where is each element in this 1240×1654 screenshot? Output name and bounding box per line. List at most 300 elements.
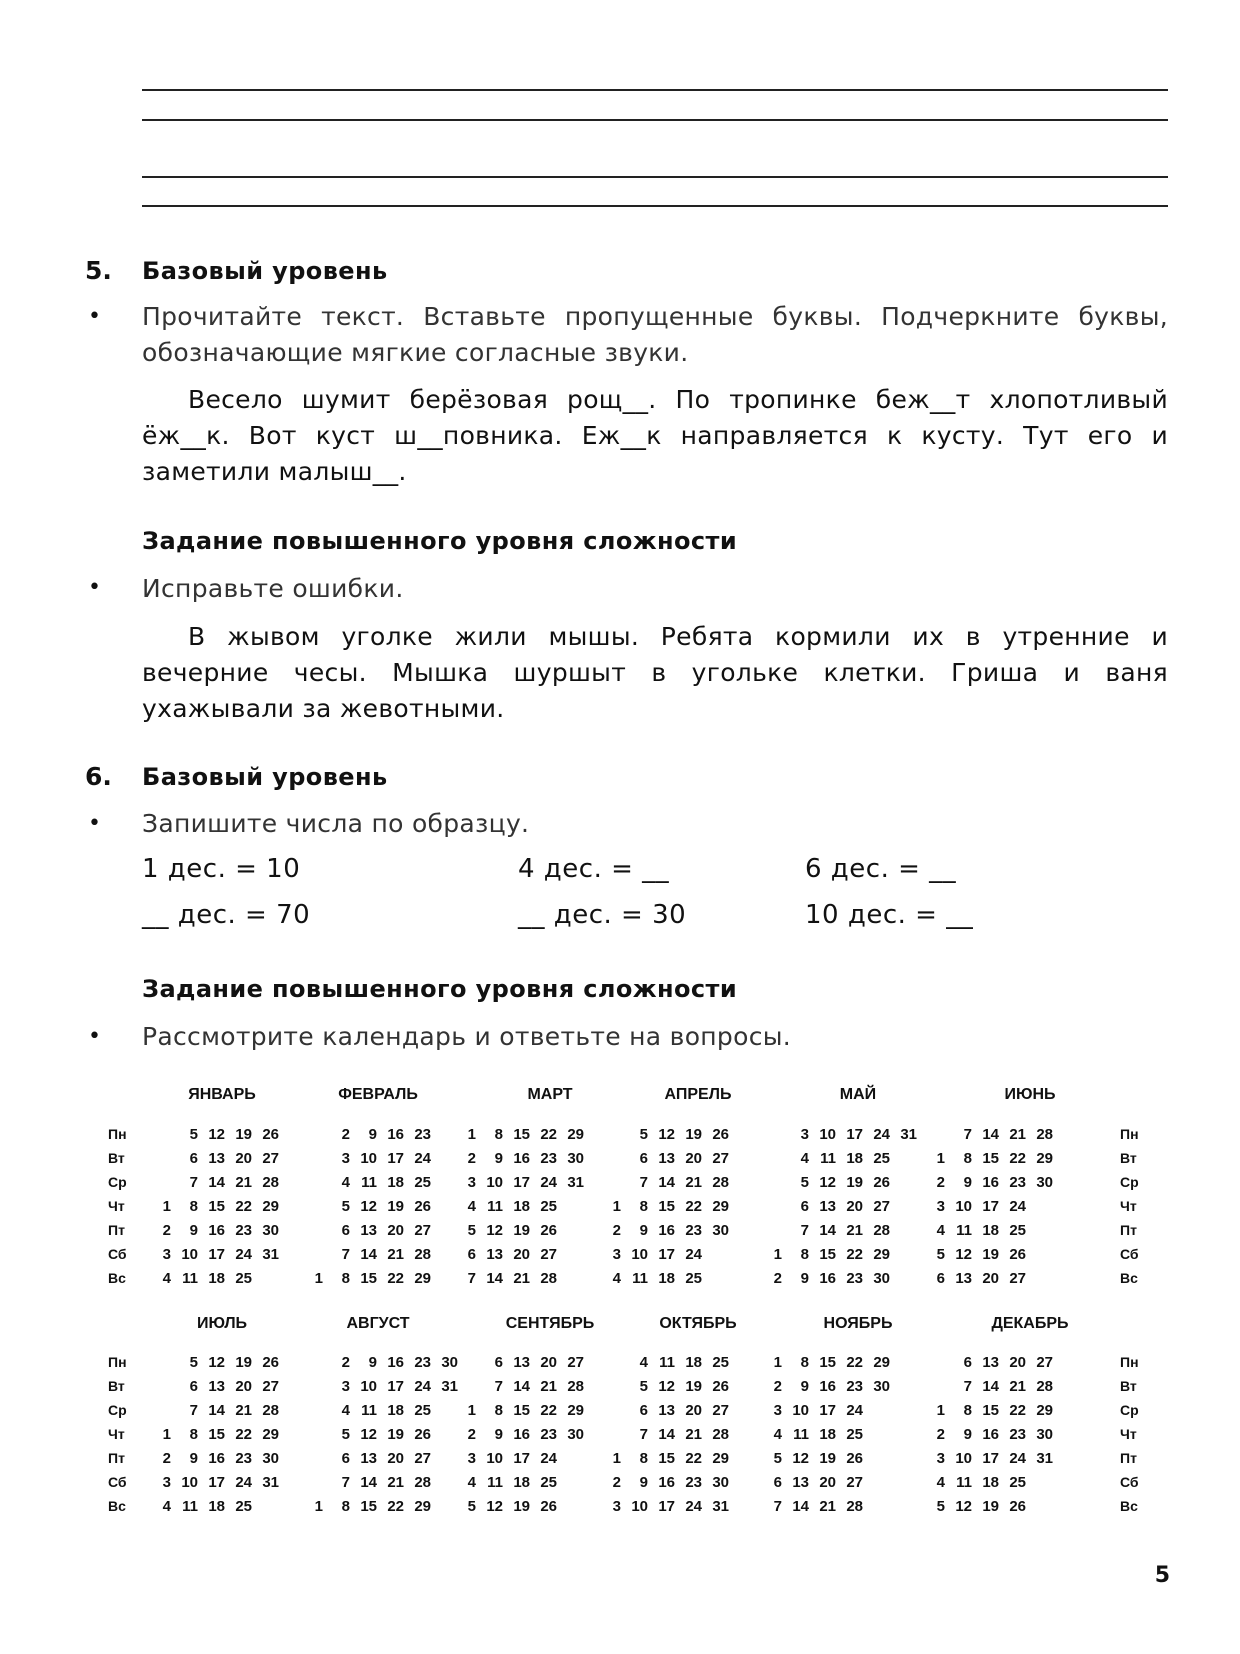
calendar-day: 27 (262, 1150, 279, 1167)
calendar-day: 15 (982, 1150, 999, 1167)
calendar-day: 24 (235, 1474, 252, 1491)
calendar-day: 13 (360, 1222, 377, 1239)
calendar-day: 9 (368, 1354, 377, 1371)
calendar-day: 29 (414, 1498, 431, 1515)
calendar-day: 19 (387, 1426, 404, 1443)
calendar-day: 1 (467, 1126, 476, 1143)
calendar-day: 13 (208, 1378, 225, 1395)
calendar-day: 7 (189, 1402, 198, 1419)
weekday-label: Сб (108, 1474, 127, 1490)
calendar-day: 18 (846, 1150, 863, 1167)
calendar-day: 8 (963, 1150, 972, 1167)
bullet: • (88, 1024, 101, 1049)
calendar-day: 11 (659, 1354, 675, 1371)
task-instruction: Прочитайте текст. Вставьте пропущенные буквы. Подчеркните буквы, обозначающие мягкие согласные звуки. (142, 302, 1168, 367)
calendar-day: 28 (1036, 1126, 1053, 1143)
calendar-day: 31 (712, 1498, 729, 1515)
calendar-day: 9 (639, 1222, 648, 1239)
calendar-day: 24 (685, 1498, 702, 1515)
calendar-day: 28 (1036, 1378, 1053, 1395)
calendar-day: 1 (612, 1198, 621, 1215)
calendar-day: 20 (1009, 1354, 1026, 1371)
calendar-day: 30 (1036, 1426, 1053, 1443)
calendar-day: 29 (712, 1198, 729, 1215)
calendar-day: 10 (360, 1150, 377, 1167)
calendar-day: 27 (873, 1198, 890, 1215)
calendar-day: 19 (513, 1222, 530, 1239)
weekday-label: Ср (1120, 1402, 1139, 1418)
calendar-day: 26 (1009, 1498, 1026, 1515)
calendar-day: 26 (414, 1426, 431, 1443)
calendar-day: 30 (441, 1354, 458, 1371)
calendar-day: 16 (982, 1174, 999, 1191)
calendar-day: 6 (341, 1222, 350, 1239)
calendar-day: 1 (773, 1246, 782, 1263)
calendar-day: 11 (956, 1474, 972, 1491)
calendar-day: 10 (955, 1198, 972, 1215)
calendar-day: 13 (360, 1450, 377, 1467)
answer-line[interactable] (142, 176, 1168, 178)
calendar-day: 17 (208, 1474, 225, 1491)
calendar-day: 31 (1036, 1450, 1053, 1467)
calendar-day: 27 (712, 1150, 729, 1167)
calendar-day: 20 (846, 1198, 863, 1215)
calendar-day: 20 (685, 1402, 702, 1419)
calendar-day: 20 (235, 1150, 252, 1167)
calendar-day: 31 (441, 1378, 458, 1395)
calendar-day: 13 (658, 1150, 675, 1167)
calendar-day: 14 (658, 1426, 675, 1443)
calendar-day: 20 (685, 1150, 702, 1167)
calendar-day: 23 (685, 1222, 702, 1239)
calendar-day: 20 (235, 1378, 252, 1395)
calendar-day: 27 (846, 1474, 863, 1491)
weekday-label: Пт (108, 1222, 125, 1238)
weekday-label: Пн (1120, 1354, 1139, 1370)
calendar-day: 18 (658, 1270, 675, 1287)
calendar-day: 28 (414, 1246, 431, 1263)
calendar-day: 15 (360, 1270, 377, 1287)
calendar-day: 10 (819, 1126, 836, 1143)
calendar-day: 16 (513, 1426, 530, 1443)
calendar-day: 11 (793, 1426, 809, 1443)
weekday-label: Вт (1120, 1150, 1137, 1166)
calendar-day: 26 (873, 1174, 890, 1191)
calendar-day: 2 (936, 1426, 945, 1443)
calendar-day: 8 (494, 1402, 503, 1419)
calendar-day: 25 (540, 1198, 557, 1215)
calendar-day: 25 (873, 1150, 890, 1167)
page-number: 5 (1154, 1563, 1170, 1588)
calendar-day: 6 (963, 1354, 972, 1371)
calendar-day: 7 (800, 1222, 809, 1239)
calendar-day: 27 (567, 1354, 584, 1371)
calendar-day: 10 (181, 1246, 198, 1263)
calendar-day: 2 (773, 1270, 782, 1287)
calendar-day: 2 (341, 1126, 350, 1143)
calendar-day: 10 (360, 1378, 377, 1395)
weekday-label: Сб (1120, 1474, 1139, 1490)
calendar-day: 28 (712, 1426, 729, 1443)
calendar-day: 12 (208, 1354, 225, 1371)
calendar-day: 26 (540, 1498, 557, 1515)
calendar-day: 8 (494, 1126, 503, 1143)
advanced-heading: Задание повышенного уровня сложности (142, 527, 738, 555)
calendar-day: 17 (819, 1402, 836, 1419)
month-name: ИЮЛЬ (196, 1315, 248, 1332)
calendar-day: 4 (162, 1498, 171, 1515)
advanced-heading: Задание повышенного уровня сложности (142, 975, 738, 1003)
calendar-day: 23 (235, 1222, 252, 1239)
calendar-day: 2 (162, 1222, 171, 1239)
month-name: ИЮНЬ (1004, 1086, 1056, 1103)
calendar-day: 18 (513, 1474, 530, 1491)
weekday-label: Чт (1120, 1426, 1137, 1442)
calendar-day: 7 (963, 1378, 972, 1395)
calendar-day: 14 (982, 1378, 999, 1395)
calendar-day: 30 (873, 1378, 890, 1395)
calendar-day: 21 (846, 1222, 863, 1239)
calendar-day: 23 (540, 1426, 557, 1443)
calendar-day: 22 (685, 1198, 702, 1215)
calendar-day: 12 (792, 1450, 809, 1467)
calendar-day: 22 (235, 1426, 252, 1443)
calendar-day: 13 (982, 1354, 999, 1371)
calendar-day: 30 (262, 1222, 279, 1239)
calendar-day: 16 (208, 1450, 225, 1467)
calendar-day: 1 (162, 1426, 171, 1443)
calendar-day: 8 (963, 1402, 972, 1419)
calendar-day: 13 (513, 1354, 530, 1371)
calendar-day: 16 (387, 1126, 404, 1143)
weekday-label: Пн (108, 1354, 127, 1370)
task-heading: Базовый уровень (142, 763, 388, 791)
month-name: АВГУСТ (346, 1315, 410, 1332)
calendar-day: 31 (262, 1474, 279, 1491)
calendar-day: 14 (982, 1126, 999, 1143)
calendar-day: 17 (387, 1150, 404, 1167)
calendar-day: 29 (262, 1426, 279, 1443)
calendar-day: 12 (955, 1498, 972, 1515)
calendar-day: 7 (773, 1498, 782, 1515)
calendar-day: 9 (494, 1426, 503, 1443)
calendar-day: 5 (936, 1498, 945, 1515)
calendar-day: 23 (846, 1378, 863, 1395)
calendar-day: 22 (540, 1126, 557, 1143)
calendar-day: 9 (189, 1450, 198, 1467)
calendar-day: 23 (846, 1270, 863, 1287)
calendar-day: 25 (685, 1270, 702, 1287)
weekday-label: Вт (108, 1378, 125, 1394)
calendar-day: 23 (235, 1450, 252, 1467)
calendar-day: 30 (712, 1474, 729, 1491)
calendar-day: 11 (487, 1198, 503, 1215)
calendar-day: 4 (341, 1174, 350, 1191)
calendar-day: 25 (235, 1498, 252, 1515)
weekday-label: Пн (1120, 1126, 1139, 1142)
calendar-day: 16 (982, 1426, 999, 1443)
calendar-day: 5 (189, 1126, 198, 1143)
calendar-day: 24 (540, 1450, 557, 1467)
calendar-day: 26 (712, 1126, 729, 1143)
calendar-day: 27 (414, 1222, 431, 1239)
calendar-day: 21 (513, 1270, 530, 1287)
exercise-text: Весело шумит берёзовая рощ__. По тропинке беж__т хлопотливый ёж__к. Вот куст ш__повника. Еж__к направляется к кусту. Тут его и заметили малыш__. (142, 385, 1168, 486)
calendar-day: 15 (208, 1426, 225, 1443)
calendar-day: 19 (685, 1126, 702, 1143)
calendar-day: 30 (567, 1426, 584, 1443)
month-name: СЕНТЯБРЬ (505, 1315, 595, 1332)
calendar-day: 24 (846, 1402, 863, 1419)
calendar-day: 21 (235, 1402, 252, 1419)
calendar-day: 7 (467, 1270, 476, 1287)
calendar-day: 5 (467, 1498, 476, 1515)
calendar-day: 27 (1009, 1270, 1026, 1287)
equation: 6 дес. = __ (805, 854, 957, 884)
calendar-day: 14 (208, 1402, 225, 1419)
calendar-day: 2 (936, 1174, 945, 1191)
calendar-day: 29 (712, 1450, 729, 1467)
calendar-day: 20 (540, 1354, 557, 1371)
calendar-day: 9 (639, 1474, 648, 1491)
month-name: ФЕВРАЛЬ (338, 1086, 418, 1103)
calendar-day: 3 (162, 1474, 171, 1491)
calendar-day: 20 (387, 1450, 404, 1467)
task-instruction: Запишите числа по образцу. (142, 809, 530, 838)
calendar-day: 16 (208, 1222, 225, 1239)
calendar-day: 16 (658, 1222, 675, 1239)
calendar-day: 26 (262, 1354, 279, 1371)
calendar-day: 14 (792, 1498, 809, 1515)
calendar-day: 27 (712, 1402, 729, 1419)
calendar-day: 21 (540, 1378, 557, 1395)
month-name: ДЕКАБРЬ (991, 1315, 1069, 1332)
task-instruction: Исправьте ошибки. (142, 574, 404, 603)
calendar-day: 15 (658, 1198, 675, 1215)
calendar-day: 14 (819, 1222, 836, 1239)
weekday-label: Ср (1120, 1174, 1139, 1190)
calendar-day: 19 (685, 1378, 702, 1395)
calendar-day: 7 (341, 1246, 350, 1263)
calendar-day: 11 (361, 1174, 377, 1191)
calendar-day: 4 (162, 1270, 171, 1287)
calendar-day: 2 (612, 1222, 621, 1239)
calendar-day: 4 (773, 1426, 782, 1443)
calendar-day: 18 (387, 1174, 404, 1191)
calendar-day: 10 (631, 1246, 648, 1263)
calendar-day: 17 (208, 1246, 225, 1263)
weekday-label: Пт (1120, 1222, 1137, 1238)
calendar-day: 4 (800, 1150, 809, 1167)
calendar-day: 17 (982, 1198, 999, 1215)
calendar-day: 29 (567, 1126, 584, 1143)
calendar-day: 9 (963, 1426, 972, 1443)
calendar-day: 11 (182, 1270, 198, 1287)
weekday-label: Вт (1120, 1378, 1137, 1394)
calendar-day: 2 (467, 1426, 476, 1443)
weekday-label: Вс (1120, 1498, 1138, 1514)
calendar-day: 7 (189, 1174, 198, 1191)
calendar-day: 10 (792, 1402, 809, 1419)
answer-line[interactable] (142, 119, 1168, 121)
calendar-day: 4 (936, 1222, 945, 1239)
equation: __ дес. = 30 (518, 900, 687, 930)
calendar-day: 23 (540, 1150, 557, 1167)
calendar-day: 21 (685, 1174, 702, 1191)
calendar-day: 17 (846, 1126, 863, 1143)
calendar-day: 13 (955, 1270, 972, 1287)
calendar-day: 22 (235, 1198, 252, 1215)
calendar-day: 18 (982, 1222, 999, 1239)
calendar-day: 5 (936, 1246, 945, 1263)
calendar-day: 18 (513, 1198, 530, 1215)
calendar-day: 6 (800, 1198, 809, 1215)
calendar-day: 11 (632, 1270, 648, 1287)
calendar-day: 24 (235, 1246, 252, 1263)
calendar-day: 2 (612, 1474, 621, 1491)
calendar-day: 23 (414, 1126, 431, 1143)
calendar-day: 2 (467, 1150, 476, 1167)
calendar-day: 5 (467, 1222, 476, 1239)
calendar-day: 22 (1009, 1150, 1026, 1167)
calendar-day: 23 (1009, 1426, 1026, 1443)
calendar-day: 3 (341, 1150, 350, 1167)
calendar-day: 26 (414, 1198, 431, 1215)
answer-line[interactable] (142, 205, 1168, 207)
calendar-day: 31 (262, 1246, 279, 1263)
calendar-day: 13 (486, 1246, 503, 1263)
calendar-day: 21 (1009, 1126, 1026, 1143)
calendar-day: 26 (262, 1126, 279, 1143)
calendar-day: 31 (567, 1174, 584, 1191)
calendar-day: 27 (262, 1378, 279, 1395)
month-name: ОКТЯБРЬ (659, 1315, 737, 1332)
calendar-day: 30 (567, 1150, 584, 1167)
calendar-day: 3 (467, 1174, 476, 1191)
calendar-day: 12 (658, 1378, 675, 1395)
task-number: 5. (85, 256, 112, 285)
calendar-day: 14 (658, 1174, 675, 1191)
calendar-day: 21 (1009, 1378, 1026, 1395)
calendar-day: 8 (189, 1426, 198, 1443)
weekday-label: Ср (108, 1174, 127, 1190)
calendar-day: 4 (467, 1474, 476, 1491)
calendar-day: 11 (820, 1150, 836, 1167)
calendar-day: 19 (982, 1498, 999, 1515)
calendar-day: 8 (800, 1354, 809, 1371)
calendar-day: 21 (819, 1498, 836, 1515)
calendar-day: 18 (982, 1474, 999, 1491)
calendar-day: 26 (1009, 1246, 1026, 1263)
calendar-day: 29 (1036, 1150, 1053, 1167)
calendar-day: 16 (658, 1474, 675, 1491)
calendar-day: 8 (800, 1246, 809, 1263)
calendar-day: 28 (712, 1174, 729, 1191)
weekday-label: Ср (108, 1402, 127, 1418)
calendar-day: 22 (685, 1450, 702, 1467)
calendar-day: 2 (773, 1378, 782, 1395)
calendar-day: 30 (873, 1270, 890, 1287)
calendar-day: 2 (341, 1354, 350, 1371)
calendar-day: 20 (819, 1474, 836, 1491)
answer-line[interactable] (142, 89, 1168, 91)
calendar-day: 9 (368, 1126, 377, 1143)
weekday-label: Вс (108, 1270, 126, 1286)
calendar-day: 14 (360, 1246, 377, 1263)
task-number: 6. (85, 762, 112, 791)
calendar-day: 21 (387, 1246, 404, 1263)
calendar-day: 12 (486, 1498, 503, 1515)
equation: 4 дес. = __ (518, 854, 670, 884)
calendar-day: 7 (341, 1474, 350, 1491)
calendar-day: 12 (486, 1222, 503, 1239)
calendar-day: 17 (513, 1174, 530, 1191)
calendar-day: 19 (846, 1174, 863, 1191)
calendar-day: 11 (956, 1222, 972, 1239)
month-name: АПРЕЛЬ (664, 1086, 732, 1103)
calendar-day: 7 (639, 1174, 648, 1191)
task-heading: Базовый уровень (142, 257, 388, 285)
calendar-day: 22 (846, 1246, 863, 1263)
calendar-day: 9 (800, 1378, 809, 1395)
calendar-day: 8 (639, 1198, 648, 1215)
calendar-day: 18 (685, 1354, 702, 1371)
calendar-day: 22 (1009, 1402, 1026, 1419)
calendar-day: 25 (414, 1402, 431, 1419)
calendar-day: 18 (819, 1426, 836, 1443)
calendar-day: 12 (955, 1246, 972, 1263)
calendar-day: 22 (540, 1402, 557, 1419)
calendar-day: 6 (189, 1150, 198, 1167)
calendar-day: 11 (182, 1498, 198, 1515)
calendar-day: 10 (955, 1450, 972, 1467)
bullet: • (88, 811, 101, 836)
calendar-day: 3 (936, 1450, 945, 1467)
weekday-label: Чт (108, 1198, 125, 1214)
calendar-day: 29 (1036, 1402, 1053, 1419)
calendar-day: 19 (235, 1126, 252, 1143)
calendar-day: 27 (414, 1450, 431, 1467)
calendar-day: 7 (639, 1426, 648, 1443)
calendar-day: 3 (936, 1198, 945, 1215)
calendar-day: 19 (982, 1246, 999, 1263)
calendar-day: 18 (208, 1498, 225, 1515)
calendar-day: 16 (819, 1270, 836, 1287)
calendar-day: 4 (936, 1474, 945, 1491)
calendar-day: 11 (487, 1474, 503, 1491)
exercise-text: В жывом уголке жили мышы. Ребята кормили их в утренние и вечерние чесы. Мышка шуршыт в угольке клетки. Гриша и ваня ухажывали за жевотными. (142, 622, 1168, 723)
calendar-day: 6 (639, 1402, 648, 1419)
calendar-day: 3 (162, 1246, 171, 1263)
calendar-day: 11 (361, 1402, 377, 1419)
calendar-day: 17 (982, 1450, 999, 1467)
calendar-day: 21 (235, 1174, 252, 1191)
calendar-day: 7 (963, 1126, 972, 1143)
task-instruction: Рассмотрите календарь и ответьте на вопросы. (142, 1022, 792, 1051)
equation: 10 дес. = __ (805, 900, 974, 930)
calendar-day: 6 (189, 1378, 198, 1395)
calendar-day: 1 (162, 1198, 171, 1215)
calendar-day: 10 (631, 1498, 648, 1515)
calendar-day: 1 (612, 1450, 621, 1467)
calendar-day: 5 (639, 1378, 648, 1395)
calendar-day: 27 (1036, 1354, 1053, 1371)
calendar-day: 1 (314, 1498, 323, 1515)
calendar-day: 1 (936, 1150, 945, 1167)
weekday-label: Сб (108, 1246, 127, 1262)
calendar-day: 5 (639, 1126, 648, 1143)
equation: __ дес. = 70 (142, 900, 311, 930)
